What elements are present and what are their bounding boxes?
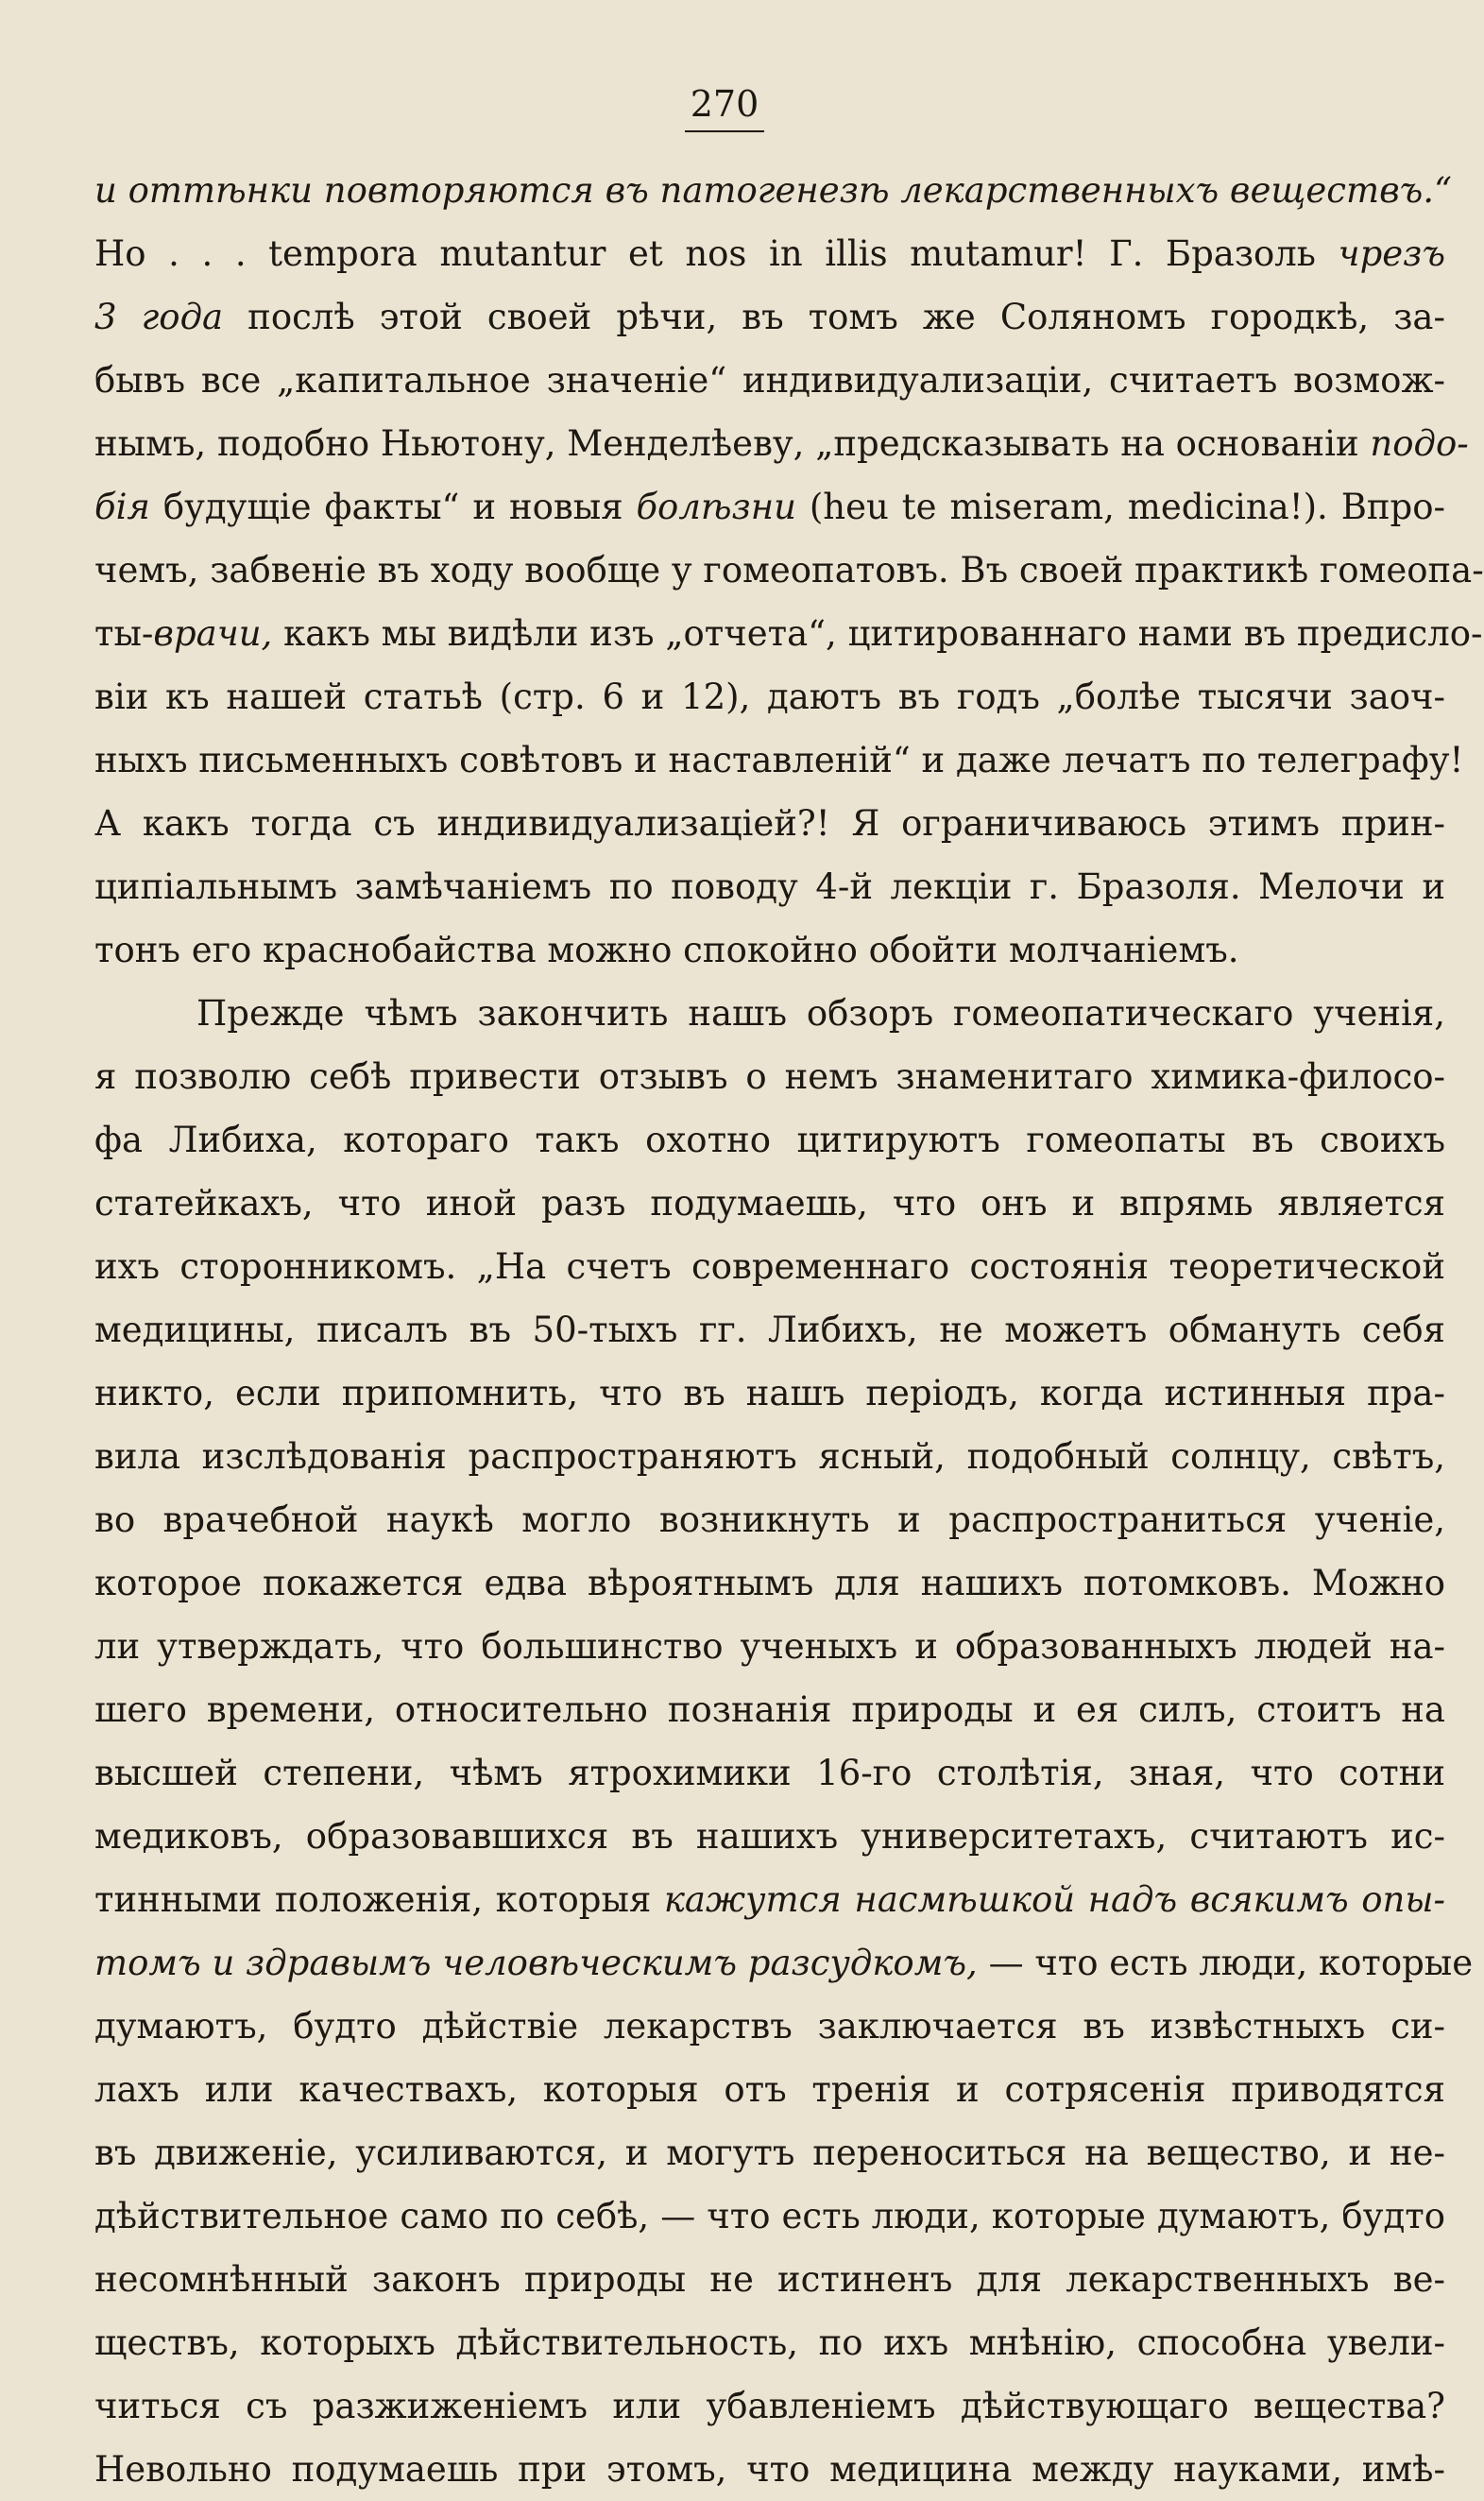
text-run: Невольно подумаешь при этомъ, что медицина между науками, имѣ-	[94, 2449, 1445, 2490]
text-run: несомнѣнный законъ природы не истиненъ для лекарственныхъ ве-	[94, 2259, 1445, 2300]
text-run: я позволю себѣ привести отзывъ о немъ знаменитаго химика-филосо-	[94, 1056, 1445, 1097]
text-run: Прежде чѣмъ закончить нашъ обзоръ гомеопатическаго ученія,	[196, 993, 1445, 1034]
text-run: віи къ нашей статьѣ (стр. 6 и 12), даютъ въ годъ „болѣе тысячи заоч-	[94, 677, 1445, 717]
text-line	[94, 2058, 1445, 2121]
text-line	[94, 475, 1445, 539]
text-run: (heu te miseram, medicina!). Впро-	[795, 487, 1446, 527]
text-run: въ движеніе, усиливаются, и могутъ переноситься на вещество, и не-	[94, 2133, 1445, 2173]
text-line	[94, 1425, 1445, 1488]
text-run: вила изслѣдованія распространяютъ ясный, подобный солнцу, свѣтъ,	[94, 1436, 1445, 1477]
text-line	[94, 1931, 1474, 1995]
text-line	[94, 2184, 1445, 2248]
text-line	[94, 2311, 1445, 2374]
text-line	[94, 1045, 1445, 1108]
text-run: какъ мы видѣли изъ „отчета“, цитированнаго нами въ предисло-	[272, 613, 1483, 654]
text-line	[94, 1362, 1445, 1425]
text-line	[94, 728, 1464, 792]
page-number-text: 270	[685, 83, 765, 132]
text-line	[94, 855, 1445, 918]
text-line	[94, 1551, 1445, 1615]
text-line	[94, 159, 1452, 222]
text-line	[94, 1615, 1445, 1678]
text-line	[94, 1741, 1445, 1805]
text-line	[94, 1995, 1445, 2058]
text-line	[94, 1108, 1445, 1172]
italic-text: 3 года	[94, 297, 224, 337]
text-run: ныхъ письменныхъ совѣтовъ и наставленій“ и даже лечатъ по телеграфу!	[94, 740, 1464, 780]
text-line	[94, 2438, 1445, 2501]
body-text	[94, 159, 1484, 2501]
text-run: ли утверждать, что большинство ученыхъ и образованныхъ людей на-	[94, 1626, 1445, 1667]
text-line	[94, 349, 1445, 412]
text-run: фа Либиха, котораго такъ охотно цитируютъ гомеопаты въ своихъ	[94, 1120, 1445, 1160]
text-run: нымъ, подобно Ньютону, Менделѣеву, „предсказывать на основаніи	[94, 423, 1371, 464]
text-run: дѣйствительное само по себѣ, — что есть люди, которые думаютъ, будто	[94, 2196, 1445, 2236]
italic-text: подо-	[1370, 423, 1469, 464]
text-line	[94, 1868, 1445, 1931]
italic-text: и оттѣнки повторяются въ патогенезѣ лекарственныхъ веществъ.“	[94, 170, 1452, 211]
text-run: А какъ тогда съ индивидуализаціей?! Я ограничиваюсь этимъ прин-	[94, 803, 1445, 844]
text-line	[94, 2121, 1445, 2184]
text-run: ципіальнымъ замѣчаніемъ по поводу 4-й лекціи г. Бразоля. Мелочи и	[94, 866, 1445, 907]
italic-text: кажутся насмѣшкой надъ всякимъ опы-	[663, 1879, 1445, 1920]
text-run: тинными положенія, которыя	[94, 1879, 664, 1920]
text-line	[94, 2374, 1445, 2438]
italic-text: болѣзни	[636, 487, 796, 527]
text-run: высшей степени, чѣмъ ятрохимики 16-го столѣтія, зная, что сотни	[94, 1753, 1445, 1793]
italic-text: чрезъ	[1338, 233, 1445, 274]
text-line	[94, 792, 1445, 855]
text-run: тонъ его краснобайства можно спокойно обойти молчаніемъ.	[94, 930, 1239, 970]
text-run: бывъ все „капитальное значеніе“ индивидуализаціи, считаетъ возмож-	[94, 360, 1445, 401]
text-run: будущіе факты“ и новыя	[149, 487, 637, 527]
text-line	[94, 665, 1445, 728]
text-run: которое покажется едва вѣроятнымъ для нашихъ потомковъ. Можно	[94, 1563, 1445, 1603]
text-run: медицины, писалъ въ 50-тыхъ гг. Либихъ, не можетъ обмануть себя	[94, 1310, 1445, 1350]
text-run: думаютъ, будто дѣйствіе лекарствъ заключается въ извѣстныхъ си-	[94, 2006, 1445, 2047]
text-run: Но . . . tempora mutantur et nos in illis mutamur! Г. Бразоль	[94, 233, 1339, 274]
text-line	[94, 1805, 1445, 1868]
text-run: — что есть люди, которые	[977, 1943, 1474, 1983]
text-run: ществъ, которыхъ дѣйствительность, по ихъ мнѣнію, способна увели-	[94, 2322, 1445, 2363]
text-run: статейкахъ, что иной разъ подумаешь, что онъ и впрямь является	[94, 1183, 1445, 1224]
text-run: послѣ этой своей рѣчи, въ томъ же Соляномъ городкѣ, за-	[223, 297, 1445, 337]
text-run: ты-	[94, 613, 154, 654]
text-run: лахъ или качествахъ, которыя отъ тренія и сотрясенія приводятся	[94, 2069, 1445, 2110]
text-line	[94, 1172, 1445, 1235]
text-line	[94, 1678, 1445, 1741]
italic-text: томъ и здравымъ человѣческимъ разсудкомъ,	[94, 1943, 978, 1983]
text-line	[94, 222, 1445, 285]
page-number	[0, 83, 1449, 132]
italic-text: бія	[94, 487, 150, 527]
text-run: медиковъ, образовавшихся въ нашихъ университетахъ, считаютъ ис-	[94, 1816, 1445, 1857]
text-run: читься съ разжиженіемъ или убавленіемъ дѣйствующаго вещества?	[94, 2386, 1445, 2426]
text-run: ихъ сторонникомъ. „На счетъ современнаго состоянія теоретической	[94, 1246, 1445, 1287]
text-line	[94, 918, 1445, 982]
text-run: никто, если припомнить, что въ нашъ періодъ, когда истинныя пра-	[94, 1373, 1445, 1413]
text-line	[94, 412, 1469, 475]
text-run: шего времени, относительно познанія природы и ея силъ, стоитъ на	[94, 1689, 1445, 1730]
text-line	[94, 1488, 1445, 1551]
text-line	[94, 2248, 1445, 2311]
text-line	[94, 1298, 1445, 1362]
text-line	[94, 539, 1484, 602]
text-run: во врачебной наукѣ могло возникнуть и распространиться ученіе,	[94, 1499, 1445, 1540]
text-line	[94, 285, 1445, 349]
italic-text: врачи,	[153, 613, 273, 654]
text-run: чемъ, забвеніе въ ходу вообще у гомеопатовъ. Въ своей практикѣ гомеопа-	[94, 550, 1484, 591]
text-line	[94, 982, 1445, 1045]
text-line	[94, 1235, 1445, 1298]
text-line	[94, 602, 1483, 665]
